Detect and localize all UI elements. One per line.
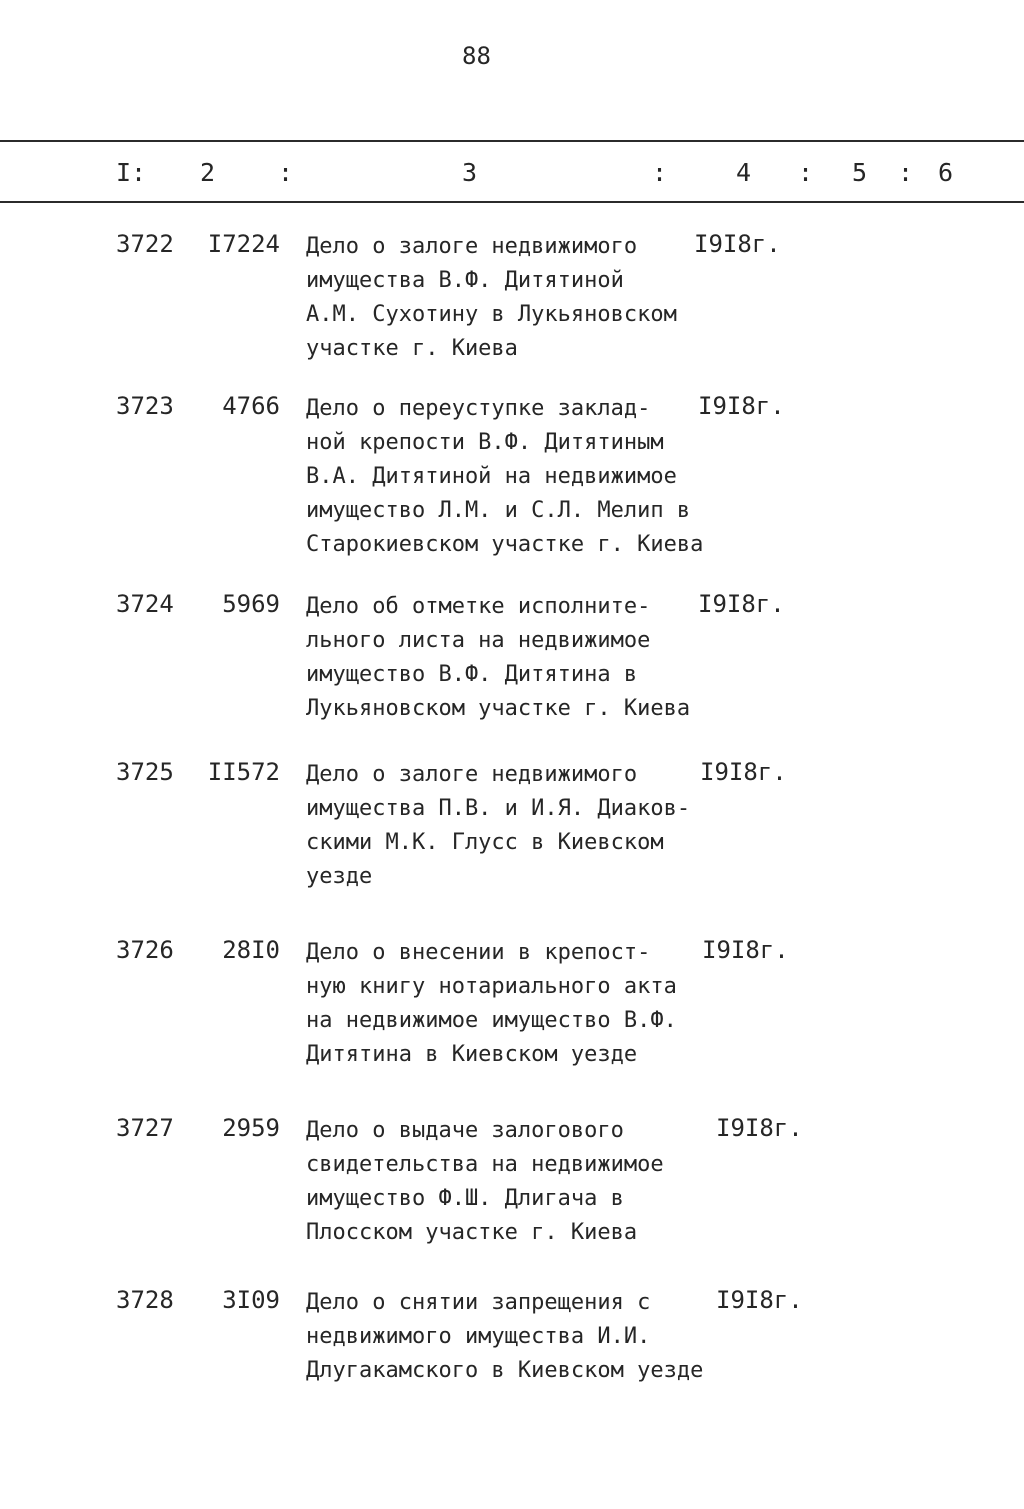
record-number: 3724 bbox=[116, 590, 174, 618]
record-old-number: II572 bbox=[207, 758, 280, 786]
record-title-line: льного листа на недвижимое bbox=[306, 628, 651, 653]
record-title-line: имущество Л.М. и С.Л. Мелип в bbox=[306, 498, 691, 523]
record-title-line: Дело о снятии запрещения с bbox=[306, 1290, 651, 1315]
record-title-line: свидетельства на недвижимое bbox=[306, 1152, 664, 1177]
record-number: 3722 bbox=[116, 230, 174, 258]
record-title-line: скими М.К. Глусс в Киевском bbox=[306, 830, 664, 855]
header-col-3: 3 bbox=[462, 158, 478, 187]
header-col-5: 5 bbox=[852, 158, 868, 187]
record-title-line: на недвижимое имущество В.Ф. bbox=[306, 1008, 677, 1033]
record-title-line: Дело о внесении в крепост- bbox=[306, 940, 651, 965]
record-title-line: Длугакамского в Киевском уезде bbox=[306, 1358, 704, 1383]
record-date: I9I8г. bbox=[700, 758, 787, 786]
header-col-6: 6 bbox=[938, 158, 954, 187]
record-date: I9I8г. bbox=[694, 230, 781, 258]
record-number: 3725 bbox=[116, 758, 174, 786]
record-title bbox=[306, 758, 690, 894]
header-separator: : bbox=[652, 158, 668, 187]
record-title-line: Дело о залоге недвижимого bbox=[306, 234, 638, 259]
record-old-number: 4766 bbox=[222, 392, 280, 420]
record-old-number: 5969 bbox=[222, 590, 280, 618]
record-title-line: Дело о выдаче залогового bbox=[306, 1118, 624, 1143]
record-title bbox=[306, 1286, 703, 1388]
record-title-line: Дело о переуступке заклад- bbox=[306, 396, 651, 421]
record-title-line: имущества В.Ф. Дитятиной bbox=[306, 268, 624, 293]
record-date: I9I8г. bbox=[716, 1114, 803, 1142]
record-title-line: уезде bbox=[306, 864, 373, 889]
record-title-line: Лукьяновском участке г. Киева bbox=[306, 696, 691, 721]
record-title bbox=[306, 936, 677, 1072]
record-number: 3723 bbox=[116, 392, 174, 420]
record-title-line: Дитятина в Киевском уезде bbox=[306, 1042, 638, 1067]
header-col-4: 4 bbox=[736, 158, 752, 187]
record-old-number: 2959 bbox=[222, 1114, 280, 1142]
record-old-number: 28I0 bbox=[222, 936, 280, 964]
record-title-line: А.М. Сухотину в Лукьяновском bbox=[306, 302, 677, 327]
record-date: I9I8г. bbox=[716, 1286, 803, 1314]
record-number: 3727 bbox=[116, 1114, 174, 1142]
record-title-line: имущества П.В. и И.Я. Диаков- bbox=[306, 796, 691, 821]
header-separator: : bbox=[798, 158, 814, 187]
record-title-line: ной крепости В.Ф. Дитятиным bbox=[306, 430, 664, 455]
record-number: 3728 bbox=[116, 1286, 174, 1314]
header-bottom-rule bbox=[0, 201, 1024, 203]
record-title-line: недвижимого имущества И.И. bbox=[306, 1324, 651, 1349]
record-title-line: имущество В.Ф. Дитятина в bbox=[306, 662, 638, 687]
record-title-line: Старокиевском участке г. Киева bbox=[306, 532, 704, 557]
record-title bbox=[306, 392, 703, 562]
record-title-line: участке г. Киева bbox=[306, 336, 518, 361]
record-title bbox=[306, 590, 690, 726]
record-title-line: имущество Ф.Ш. Длигача в bbox=[306, 1186, 624, 1211]
record-title-line: ную книгу нотариального акта bbox=[306, 974, 677, 999]
record-title-line: Дело о залоге недвижимого bbox=[306, 762, 638, 787]
header-col-1: I: bbox=[116, 158, 147, 187]
page-number: 88 bbox=[462, 42, 491, 70]
record-date: I9I8г. bbox=[702, 936, 789, 964]
record-title bbox=[306, 230, 677, 366]
record-old-number: I7224 bbox=[207, 230, 280, 258]
header-top-rule bbox=[0, 140, 1024, 142]
header-separator: : bbox=[898, 158, 914, 187]
record-title-line: Плосском участке г. Киева bbox=[306, 1220, 638, 1245]
record-date: I9I8г. bbox=[698, 590, 785, 618]
header-col-2: 2 bbox=[200, 158, 216, 187]
record-old-number: 3I09 bbox=[222, 1286, 280, 1314]
record-date: I9I8г. bbox=[698, 392, 785, 420]
record-number: 3726 bbox=[116, 936, 174, 964]
record-title bbox=[306, 1114, 664, 1250]
header-separator: : bbox=[278, 158, 294, 187]
record-title-line: В.А. Дитятиной на недвижимое bbox=[306, 464, 677, 489]
record-title-line: Дело об отметке исполните- bbox=[306, 594, 651, 619]
